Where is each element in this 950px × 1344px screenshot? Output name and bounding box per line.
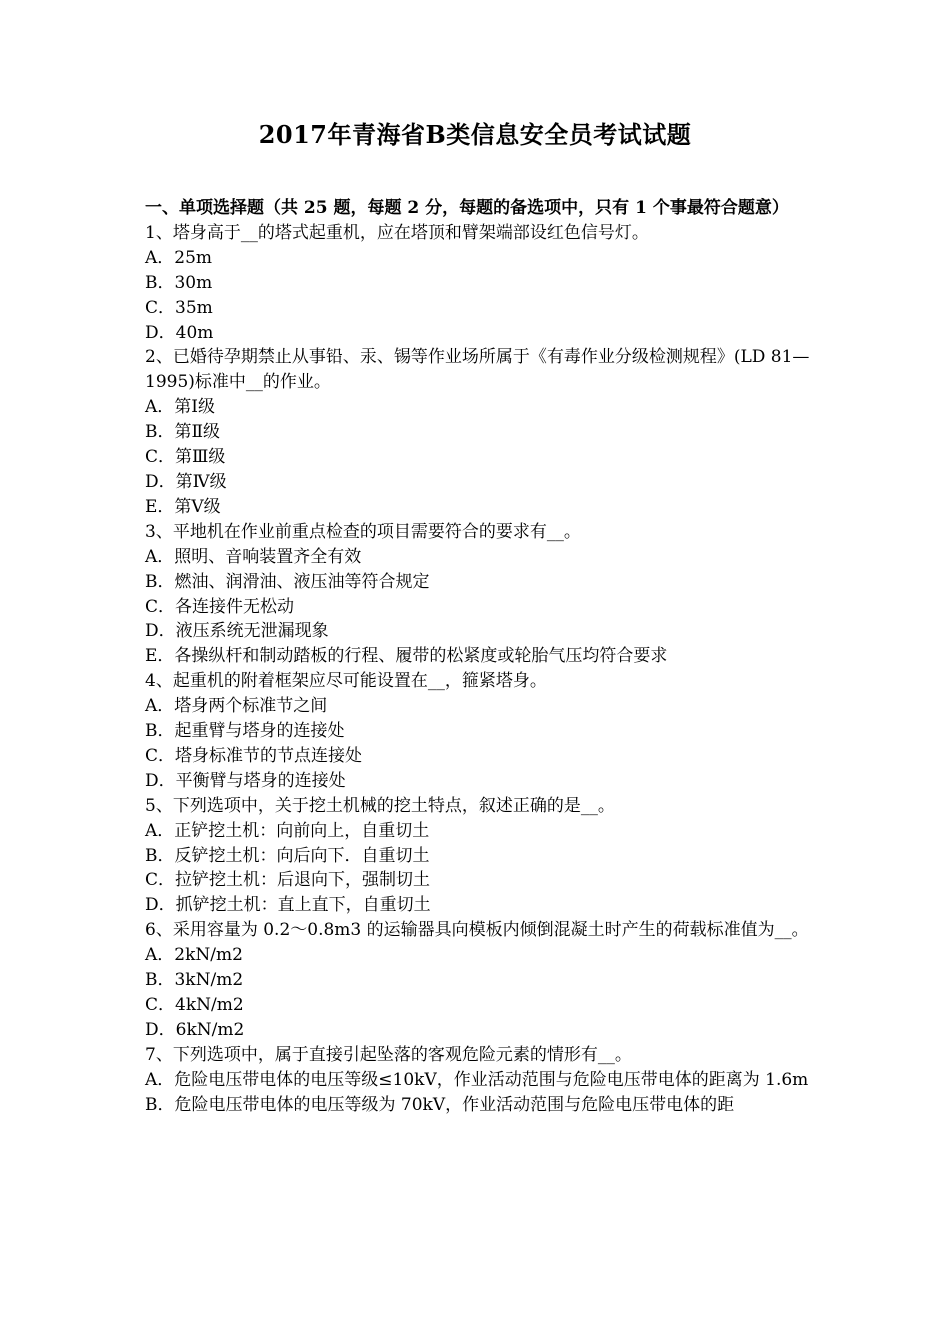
section-heading: 一、单项选择题（共 25 题，每题 2 分，每题的备选项中，只有 1 个事最符合题意） [145, 198, 789, 218]
option-c: C．塔身标准节的节点连接处 [145, 745, 363, 766]
option-d: D．第Ⅳ级 [145, 471, 227, 492]
option-b: B．燃油、润滑油、液压油等符合规定 [145, 571, 430, 592]
question-5 [145, 794, 813, 919]
question-stem: 4、起重机的附着框架应尽可能设置在__，箍紧塔身。 [145, 671, 547, 692]
option-b: B．3kN/m2 [145, 970, 244, 991]
option-a: A．2kN/m2 [145, 945, 243, 966]
question-3 [145, 520, 813, 669]
option-b: B．第Ⅱ级 [145, 422, 221, 443]
question-stem: 5、下列选项中，关于挖土机械的挖土特点，叙述正确的是__。 [145, 795, 615, 816]
option-b: B．反铲挖土机：向后向下．自重切土 [145, 845, 430, 866]
question-stem: 7、下列选项中，属于直接引起坠落的客观危险元素的情形有__。 [145, 1044, 632, 1065]
option-b: B．30m [145, 272, 213, 293]
document-body [145, 196, 813, 1118]
option-c: C．4kN/m2 [145, 995, 244, 1015]
question-stem: 2、已婚待孕期禁止从事铅、汞、锡等作业场所属于《有毒作业分级检测规程》(LD 81—1995)标准中__的作业。 [145, 347, 810, 393]
option-d: D．抓铲挖土机：直上直下，自重切土 [145, 895, 431, 916]
option-a: A．25m [145, 247, 213, 268]
question-4 [145, 669, 813, 794]
option-c: C．各连接件无松动 [145, 596, 295, 617]
option-c: C．拉铲挖土机：后退向下，强制切土 [145, 870, 431, 891]
option-a: A．危险电压带电体的电压等级≤10kV，作业活动范围与危险电压带电体的距离为 1.6m [145, 1069, 809, 1090]
option-d: D．液压系统无泄漏现象 [145, 621, 329, 642]
option-a: A．正铲挖土机：向前向上，自重切土 [145, 820, 430, 841]
option-a: A．照明、音响装置齐全有效 [145, 546, 362, 567]
option-e: E．各操纵杆和制动踏板的行程、履带的松紧度或轮胎气压均符合要求 [145, 646, 668, 667]
question-stem: 3、平地机在作业前重点检查的项目需要符合的要求有__。 [145, 521, 581, 542]
option-a: A．第Ⅰ级 [145, 397, 215, 418]
option-a: A．塔身两个标准节之间 [145, 696, 328, 717]
question-7 [145, 1043, 813, 1118]
option-b: B．起重臂与塔身的连接处 [145, 721, 345, 742]
option-e: E．第Ⅴ级 [145, 496, 221, 517]
option-b: B．危险电压带电体的电压等级为 70kV，作业活动范围与危险电压带电体的距 [145, 1094, 735, 1115]
question-stem: 1、塔身高于__的塔式起重机，应在塔顶和臂架端部设红色信号灯。 [145, 222, 649, 243]
document-title: 2017年青海省B类信息安全员考试试题 [258, 120, 692, 149]
option-d: D．40m [145, 322, 214, 343]
question-2 [145, 345, 813, 519]
question-1 [145, 221, 813, 346]
question-stem: 6、采用容量为 0.2～0.8m3 的运输器具向模板内倾倒混凝土时产生的荷载标准值为__。 [145, 920, 809, 941]
option-d: D．平衡臂与塔身的连接处 [145, 770, 346, 791]
option-c: C．第Ⅲ级 [145, 447, 226, 468]
option-d: D．6kN/m2 [145, 1019, 245, 1040]
option-c: C．35m [145, 297, 213, 318]
question-6 [145, 918, 813, 1043]
